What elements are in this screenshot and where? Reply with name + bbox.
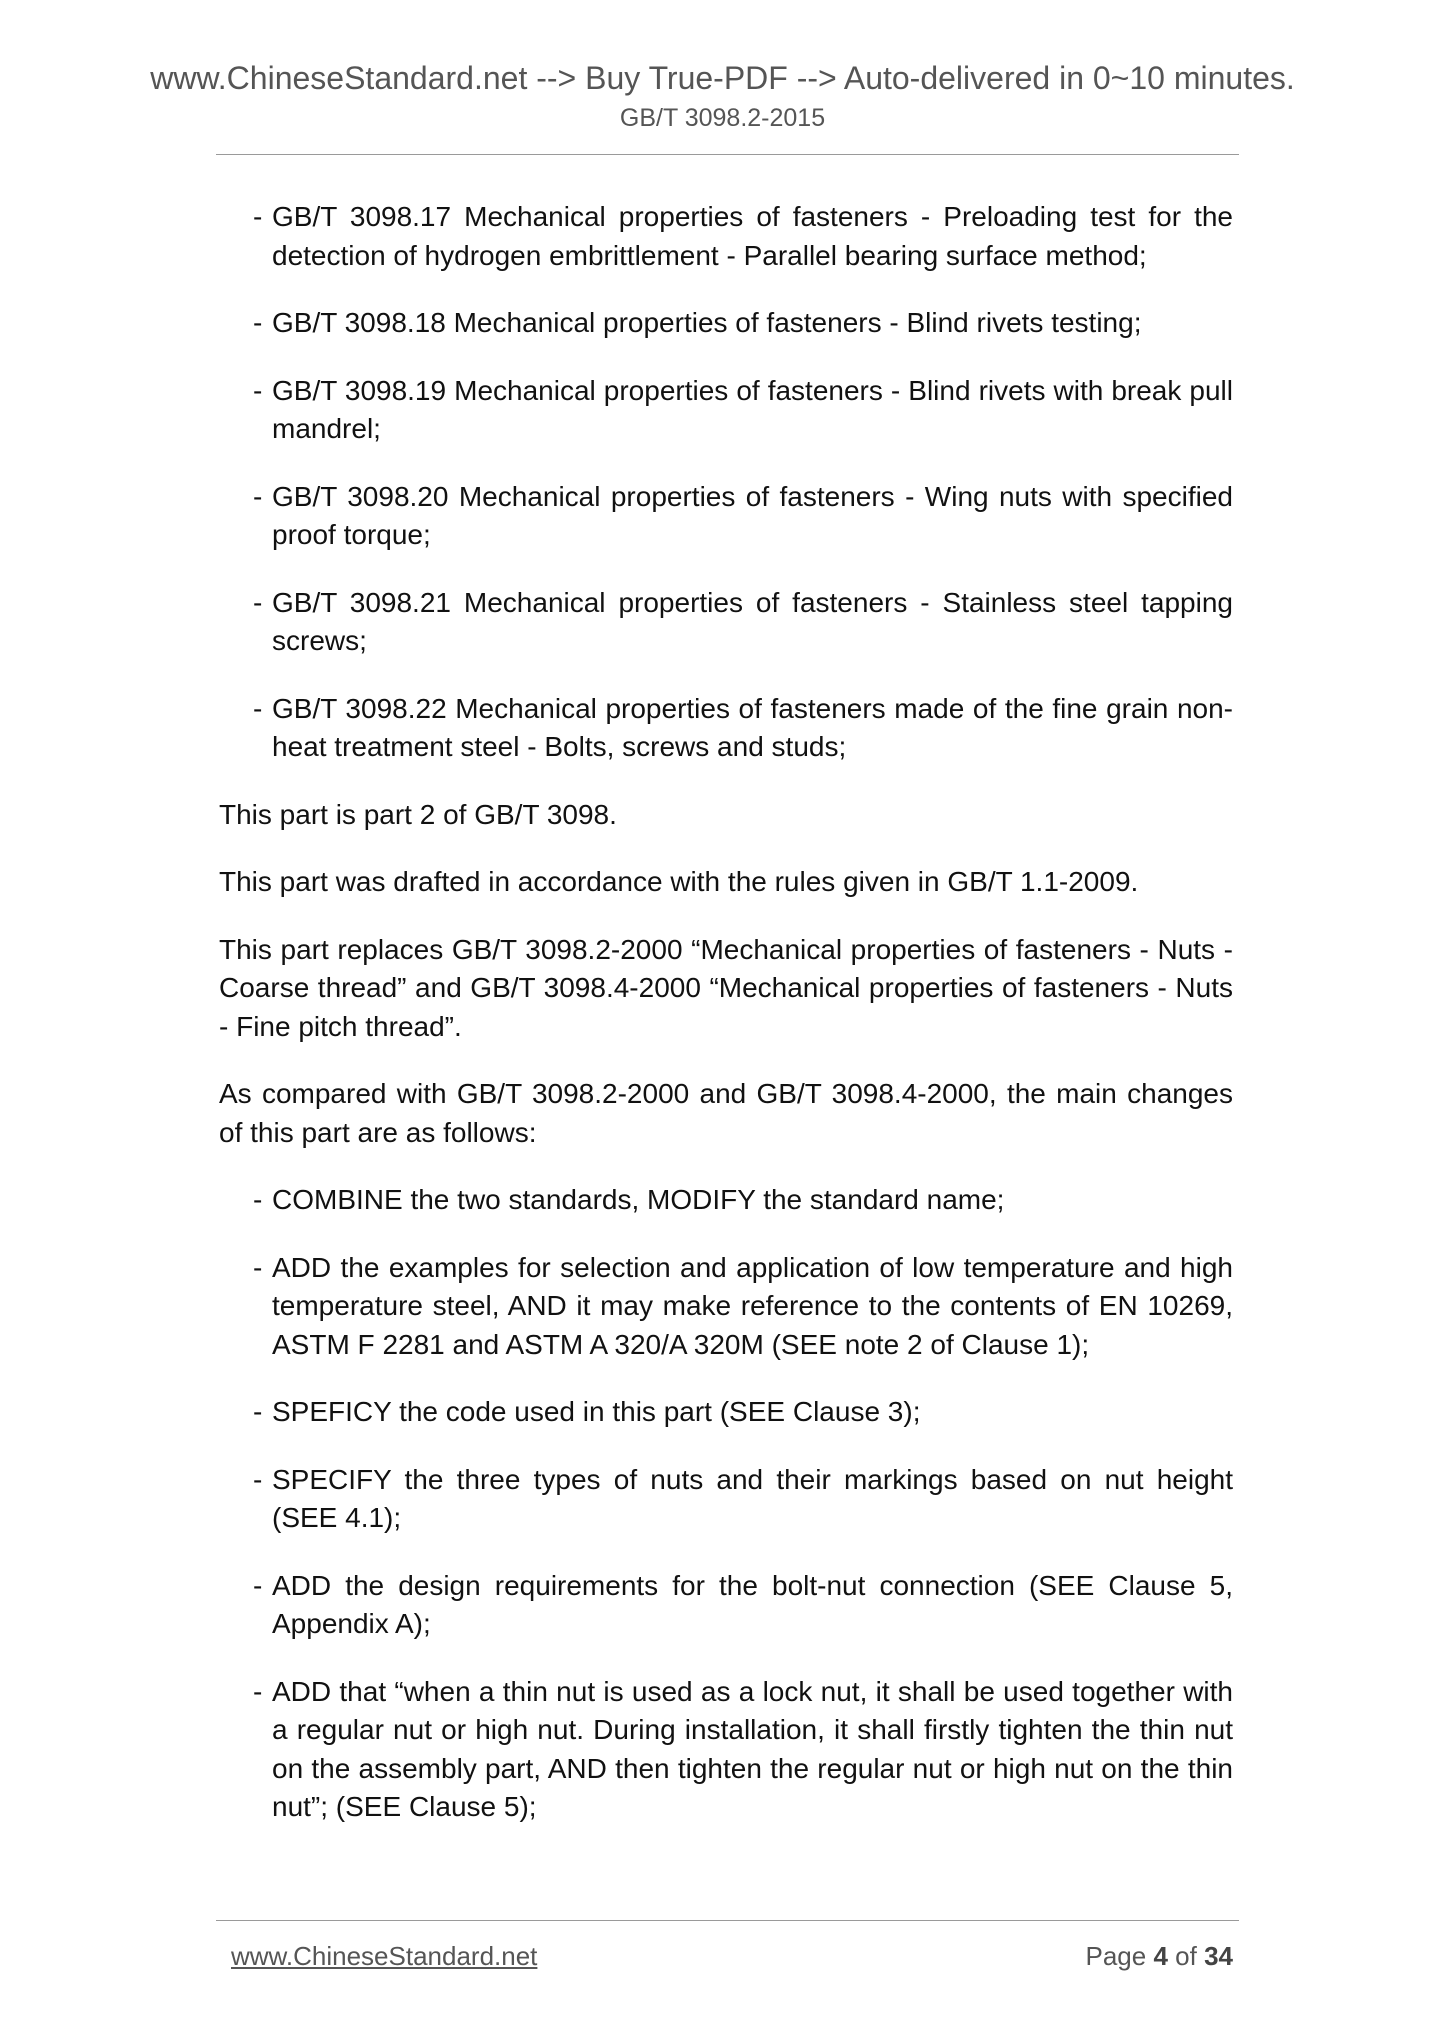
header-banner: www.ChineseStandard.net --> Buy True-PDF --> Auto-delivered in 0~10 minutes. bbox=[150, 60, 1295, 96]
bullet-dash: - bbox=[253, 374, 263, 406]
bullet-dash: - bbox=[253, 1396, 263, 1427]
list-item bbox=[253, 1567, 1233, 1644]
list-item bbox=[253, 372, 1233, 449]
list-item-text: GB/T 3098.17 Mechanical properties of fasteners - Preloading test for the detection of hydrogen embrittlement - Parallel bearing surface method; bbox=[272, 201, 1233, 271]
list-item-text: ADD that “when a thin nut is used as a lock nut, it shall be used together with a regular nut or high nut. During installation, it shall firstly tighten the thin nut on the assembly part, AND then tighten the regular nut or high nut on the thin nut”; (SEE Clause 5); bbox=[272, 1675, 1233, 1822]
page-of-label: of bbox=[1175, 1941, 1197, 1971]
list-item-text: GB/T 3098.18 Mechanical properties of fasteners - Blind rivets testing; bbox=[272, 307, 1142, 338]
list-item bbox=[253, 1393, 1233, 1432]
paragraph: This part was drafted in accordance with the rules given in GB/T 1.1-2009. bbox=[219, 866, 1139, 897]
list-item bbox=[253, 690, 1233, 767]
paragraph: As compared with GB/T 3098.2-2000 and GB/T 3098.4-2000, the main changes of this part are as follows: bbox=[219, 1078, 1233, 1148]
bullet-dash: - bbox=[253, 1251, 263, 1283]
bullet-dash: - bbox=[253, 307, 263, 338]
current-page: 4 bbox=[1153, 1941, 1168, 1971]
list-item-text: GB/T 3098.19 Mechanical properties of fasteners - Blind rivets with break pull mandrel; bbox=[272, 374, 1233, 444]
list-item bbox=[253, 1249, 1233, 1365]
list-item-text: SPECIFY the three types of nuts and their markings based on nut height (SEE 4.1); bbox=[272, 1463, 1233, 1533]
list-item-text: COMBINE the two standards, MODIFY the standard name; bbox=[272, 1184, 1005, 1215]
list-item bbox=[253, 1673, 1233, 1827]
bullet-dash: - bbox=[253, 1184, 263, 1215]
list-item bbox=[253, 1181, 1233, 1220]
list-item bbox=[253, 584, 1233, 661]
footer-divider bbox=[216, 1920, 1239, 1921]
paragraph: This part replaces GB/T 3098.2-2000 “Mechanical properties of fasteners - Nuts - Coarse thread” and GB/T 3098.4-2000 “Mechanical properties of fasteners - Nuts - Fine pitch thread”. bbox=[219, 933, 1233, 1042]
page-label: Page bbox=[1085, 1941, 1147, 1971]
footer-website-link[interactable]: www.ChineseStandard.net bbox=[231, 1941, 538, 1971]
bullet-dash: - bbox=[253, 480, 263, 512]
document-id: GB/T 3098.2-2015 bbox=[619, 104, 826, 132]
list-item bbox=[253, 478, 1233, 555]
bullet-dash: - bbox=[253, 586, 263, 618]
list-item bbox=[253, 304, 1233, 343]
total-pages: 34 bbox=[1204, 1941, 1233, 1971]
header-divider bbox=[216, 154, 1239, 155]
bullet-dash: - bbox=[253, 1675, 263, 1707]
list-item-text: GB/T 3098.22 Mechanical properties of fasteners made of the fine grain non-heat treatment steel - Bolts, screws and studs; bbox=[272, 692, 1233, 762]
list-item-text: GB/T 3098.21 Mechanical properties of fasteners - Stainless steel tapping screws; bbox=[272, 586, 1233, 656]
list-item bbox=[253, 198, 1233, 275]
paragraph: This part is part 2 of GB/T 3098. bbox=[219, 798, 617, 830]
page-number bbox=[1085, 1940, 1233, 1972]
bullet-dash: - bbox=[253, 1569, 263, 1601]
list-item-text: SPEFICY the code used in this part (SEE Clause 3); bbox=[272, 1396, 921, 1427]
list-item-text: ADD the examples for selection and application of low temperature and high temperature steel, AND it may make reference to the contents of EN 10269, ASTM F 2281 and ASTM A 320/A 320M (SEE note 2 of Clause 1); bbox=[272, 1251, 1233, 1360]
bullet-dash: - bbox=[253, 1463, 263, 1495]
list-item bbox=[253, 1461, 1233, 1538]
document-body bbox=[219, 198, 1233, 1856]
bullet-dash: - bbox=[253, 201, 263, 232]
list-item-text: GB/T 3098.20 Mechanical properties of fasteners - Wing nuts with specified proof torque; bbox=[272, 480, 1233, 550]
bullet-dash: - bbox=[253, 692, 263, 724]
list-item-text: ADD the design requirements for the bolt-nut connection (SEE Clause 5, Appendix A); bbox=[272, 1569, 1233, 1639]
